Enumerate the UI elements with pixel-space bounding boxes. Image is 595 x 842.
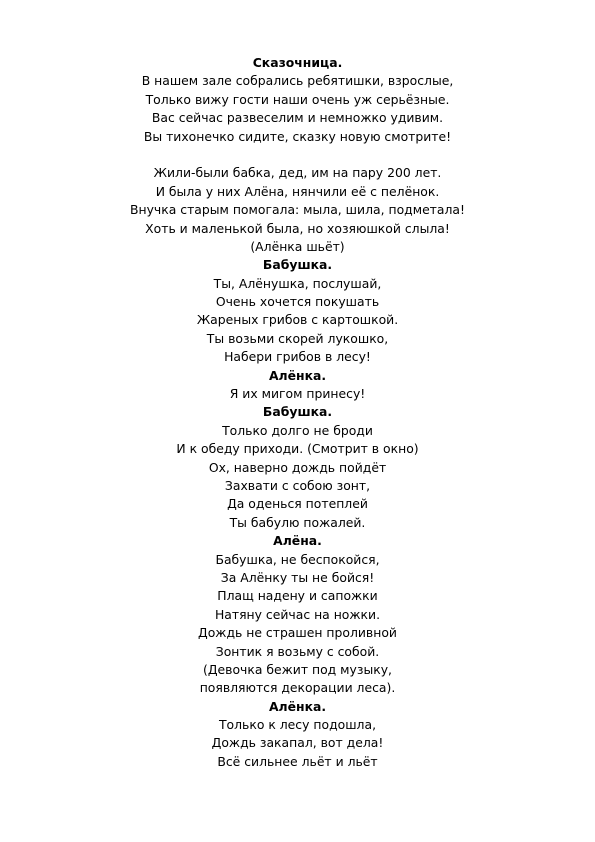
- text-line: Только долго не броди: [222, 422, 373, 438]
- text-line: Ты бабулю пожалей.: [229, 514, 366, 530]
- text-line: И была у них Алёна, нянчили её с пелёнок.: [155, 183, 440, 199]
- speaker-heading: Алёна.: [273, 533, 322, 549]
- text-line: Только вижу гости наши очень уж серьёзные.: [145, 91, 450, 107]
- text-line: Жили-были бабка, дед, им на пару 200 лет.: [153, 165, 442, 181]
- speaker-heading: Бабушка.: [262, 257, 333, 273]
- speaker-heading: Бабушка.: [262, 404, 333, 420]
- text-line: Да оденься потеплей: [227, 496, 368, 512]
- text-line: Жареных грибов с картошкой.: [196, 312, 399, 328]
- text-line: Ты, Алёнушка, послушай,: [213, 275, 382, 291]
- text-line: Ох, наверно дождь пойдёт: [208, 459, 387, 475]
- stage-direction: появляются декорации леса).: [199, 680, 396, 696]
- text-line: В нашем зале собрались ребятишки, взрослые,: [141, 73, 454, 89]
- stage-direction: (Девочка бежит под музыку,: [203, 661, 392, 677]
- blank-line: [0, 146, 595, 164]
- text-line: Бабушка, не беспокойся,: [215, 551, 380, 567]
- text-line: Натяну сейчас на ножки.: [214, 606, 381, 622]
- text-line: Вас сейчас развеселим и немножко удивим.: [151, 110, 444, 126]
- text-line: Зонтик я возьму с собой.: [215, 643, 380, 659]
- text-line: И к обеду приходи. (Смотрит в окно): [176, 441, 419, 457]
- text-line: Вы тихонечко сидите, сказку новую смотрите!: [143, 128, 452, 144]
- text-line: Очень хочется покушать: [215, 294, 380, 310]
- text-line: Только к лесу подошла,: [218, 717, 377, 733]
- text-line: За Алёнку ты не бойся!: [220, 569, 375, 585]
- document-page: [0, 54, 595, 771]
- stage-direction: (Алёнка шьёт): [250, 238, 345, 254]
- text-line: Всё сильнее льёт и льёт: [217, 753, 378, 769]
- text-line: Хоть и маленькой была, но хозяюшкой слыла!: [145, 220, 450, 236]
- speaker-heading: Сказочница.: [252, 55, 343, 70]
- text-line: Захвати с собою зонт,: [224, 477, 371, 493]
- text-line: Дождь закапал, вот дела!: [211, 735, 384, 751]
- text-line: Плащ надену и сапожки: [217, 588, 378, 604]
- text-line: Внучка старым помогала: мыла, шила, подметала!: [130, 202, 465, 218]
- speaker-heading: Алёнка.: [268, 367, 327, 383]
- text-line: Набери грибов в лесу!: [224, 349, 371, 365]
- text-line: Дождь не страшен проливной: [198, 625, 397, 641]
- text-line: Я их мигом принесу!: [229, 386, 366, 402]
- text-line: Ты возьми скорей лукошко,: [206, 330, 389, 346]
- speaker-heading: Алёнка.: [268, 698, 327, 714]
